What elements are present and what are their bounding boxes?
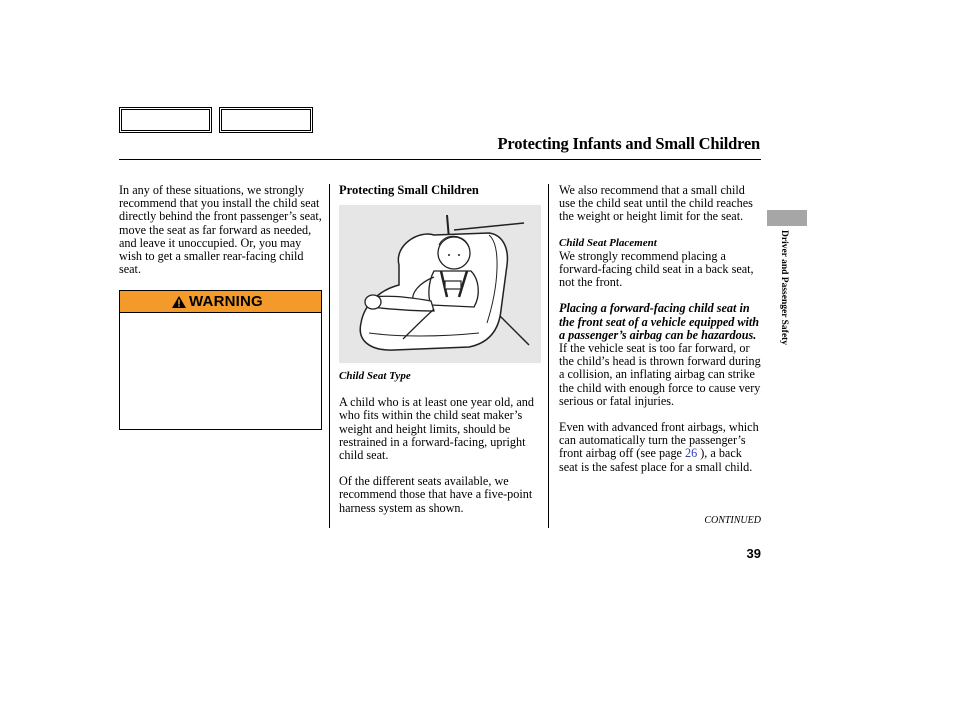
airbag-text-end: ), a back seat is the safest place for a small child. bbox=[559, 446, 753, 474]
page-title: Protecting Infants and Small Children bbox=[497, 134, 760, 153]
section-label: Driver and Passenger Safety bbox=[779, 230, 789, 345]
airbag-text-start: Even with advanced front airbags, which can automatically turn the passenger’s front airbag off (see page bbox=[559, 420, 759, 461]
page-number: 39 bbox=[746, 546, 761, 561]
middle-paragraph-1: A child who is at least one year old, and who fits within the child seat maker’s weight and height limits, should be restrained in a forward-facing, upright child seat. bbox=[339, 395, 534, 463]
page-reference-link[interactable]: 26 bbox=[685, 446, 698, 461]
continued-label: CONTINUED bbox=[704, 515, 761, 526]
section-heading: Protecting Small Children bbox=[339, 183, 479, 197]
warning-label: WARNING bbox=[189, 293, 263, 310]
figure-caption: Child Seat Type bbox=[339, 370, 411, 382]
middle-paragraph-2: Of the different seats available, we recommend those that have a five-point harness system as shown. bbox=[339, 474, 533, 515]
nav-next-button[interactable] bbox=[219, 107, 313, 133]
title-divider bbox=[119, 159, 761, 160]
right-paragraph-3 bbox=[559, 302, 763, 408]
column-left bbox=[119, 184, 324, 289]
hazard-emphasis: Placing a forward-facing child seat in the front seat of a vehicle equipped with a passenger’s airbag can be hazardous. bbox=[559, 301, 760, 342]
column-middle-lower bbox=[339, 370, 541, 528]
column-divider-1 bbox=[329, 184, 330, 528]
nav-previous-button[interactable] bbox=[119, 107, 212, 133]
placement-subheading: Child Seat Placement bbox=[559, 236, 657, 249]
warning-header bbox=[120, 291, 321, 313]
right-paragraph-2: We strongly recommend placing a forward-facing child seat in a back seat, not the front. bbox=[559, 248, 754, 290]
section-tab bbox=[767, 210, 807, 226]
warning-box bbox=[119, 290, 322, 430]
column-right bbox=[559, 184, 763, 487]
hazard-text: If the vehicle seat is too far forward, or the child’s head is thrown forward during a collision, an inflating airbag can strike the child with enough force to cause very serious or fatal injuries. bbox=[559, 341, 761, 408]
right-paragraph-4 bbox=[559, 421, 763, 474]
column-divider-2 bbox=[548, 184, 549, 528]
child-seat-illustration bbox=[339, 205, 541, 363]
right-paragraph-1: We also recommend that a small child use the child seat until the child reaches the weight or height limit for the seat. bbox=[559, 183, 753, 224]
warning-triangle-icon bbox=[172, 296, 186, 308]
intro-paragraph: In any of these situations, we strongly recommend that you install the child seat directly behind the front passenger’s seat, move the seat as far forward as needed, and leave it unoccupied. Or, you may wish to get a smaller rear-facing child seat. bbox=[119, 183, 322, 277]
